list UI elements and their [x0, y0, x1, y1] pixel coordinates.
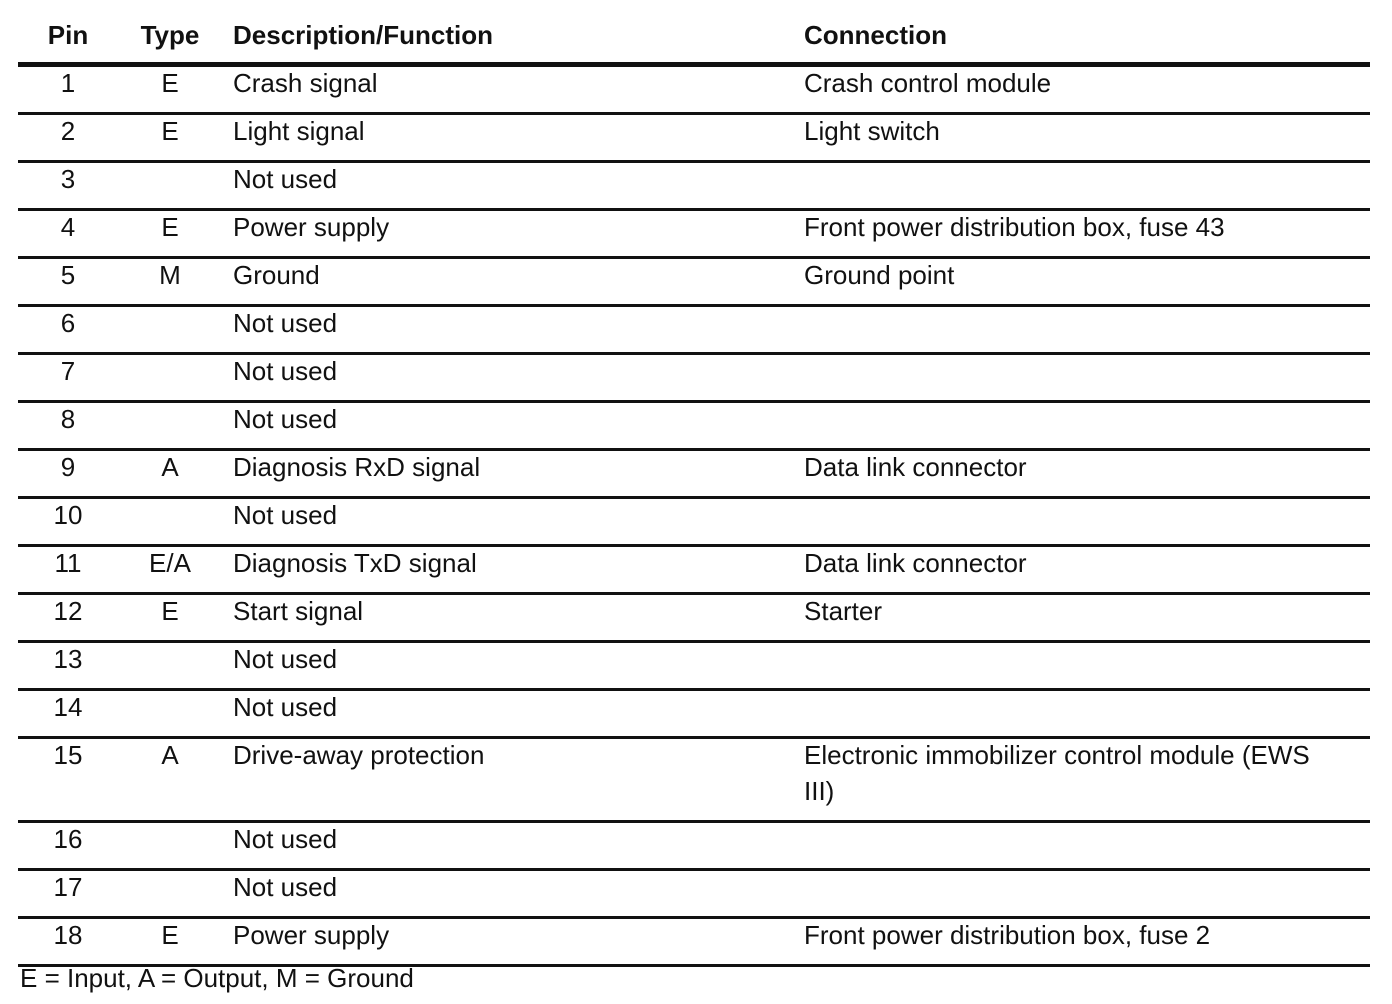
pin-cell: 2 [60, 116, 76, 146]
connection-cell: Ground point [804, 260, 955, 290]
connection-cell: Starter [804, 596, 883, 626]
description-cell: Not used [233, 164, 338, 194]
description-cell: Light signal [233, 116, 365, 146]
description-cell: Not used [233, 500, 338, 530]
table-row [18, 355, 1370, 403]
description-cell: Diagnosis TxD signal [233, 548, 477, 578]
table-row [18, 823, 1370, 871]
type-cell: E [161, 212, 179, 242]
pin-cell: 5 [60, 260, 76, 290]
type-cell: E [161, 596, 179, 626]
table-row [18, 307, 1370, 355]
table-row [18, 115, 1370, 163]
type-cell: E [161, 116, 179, 146]
table-row [18, 871, 1370, 919]
table-row [18, 691, 1370, 739]
header-pin: Pin [47, 20, 89, 50]
description-cell: Ground [233, 260, 320, 290]
table-row [18, 67, 1370, 115]
pin-cell: 14 [53, 692, 83, 722]
table-row [18, 595, 1370, 643]
description-cell: Power supply [233, 920, 390, 950]
type-cell: M [159, 260, 181, 290]
description-cell: Drive-away protection [233, 740, 485, 770]
header-description: Description/Function [233, 20, 493, 50]
pin-cell: 1 [60, 68, 76, 98]
type-cell: A [161, 452, 179, 482]
connection-cell: Light switch [804, 116, 940, 146]
table-row [18, 211, 1370, 259]
description-cell: Not used [233, 824, 338, 854]
table-row [18, 919, 1370, 967]
table-row [18, 547, 1370, 595]
pin-cell: 3 [60, 164, 76, 194]
connection-cell: Front power distribution box, fuse 2 [804, 920, 1211, 950]
table-header [18, 14, 1370, 60]
table-body [18, 67, 1370, 967]
pin-cell: 13 [53, 644, 83, 674]
pin-cell: 12 [53, 596, 83, 626]
pin-cell: 17 [53, 872, 83, 902]
type-cell: E [161, 920, 179, 950]
pin-cell: 16 [53, 824, 83, 854]
connection-cell: Crash control module [804, 68, 1052, 98]
description-cell: Crash signal [233, 68, 378, 98]
connection-cell: Front power distribution box, fuse 43 [804, 212, 1225, 242]
header-connection: Connection [804, 20, 947, 50]
description-cell: Not used [233, 872, 338, 902]
pin-cell: 6 [60, 308, 76, 338]
pin-cell: 9 [60, 452, 76, 482]
connection-cell: Data link connector [804, 452, 1027, 482]
description-cell: Start signal [233, 596, 364, 626]
table-row [18, 259, 1370, 307]
table-row [18, 643, 1370, 691]
pin-cell: 4 [60, 212, 76, 242]
pin-cell: 7 [60, 356, 76, 386]
table-row [18, 499, 1370, 547]
description-cell: Not used [233, 692, 338, 722]
table-row [18, 739, 1370, 823]
description-cell: Not used [233, 356, 338, 386]
description-cell: Not used [233, 404, 338, 434]
pin-cell: 11 [54, 548, 82, 578]
pin-cell: 15 [53, 740, 83, 770]
connection-cell: Data link connector [804, 548, 1027, 578]
description-cell: Not used [233, 308, 338, 338]
pin-cell: 10 [53, 500, 83, 530]
pin-cell: 8 [60, 404, 76, 434]
header-type: Type [140, 20, 200, 50]
pin-cell: 18 [53, 920, 83, 950]
type-cell: A [161, 740, 179, 770]
table-row [18, 403, 1370, 451]
type-cell: E/A [149, 548, 191, 578]
connection-cell: Electronic immobilizer control module (EWS III) [804, 740, 1310, 806]
table-row [18, 163, 1370, 211]
description-cell: Diagnosis RxD signal [233, 452, 481, 482]
description-cell: Not used [233, 644, 338, 674]
table-row [18, 451, 1370, 499]
description-cell: Power supply [233, 212, 390, 242]
type-cell: E [161, 68, 179, 98]
legend-note: E = Input, A = Output, M = Ground [20, 963, 414, 993]
